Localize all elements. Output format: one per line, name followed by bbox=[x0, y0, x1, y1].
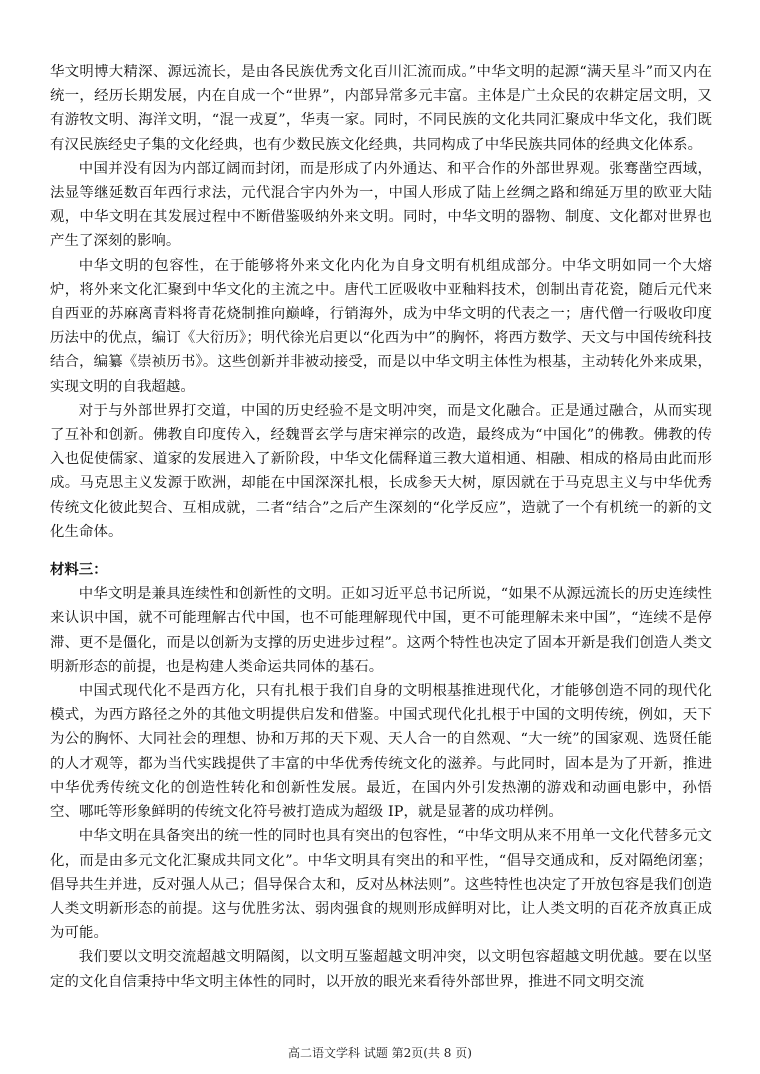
material-three-paragraph-4: 我们要以文明交流超越文明隔阂，以文明互鉴超越文明冲突，以文明包容超越文明优越。要在以坚定的文化自信秉持中华文明主体性的同时，以开放的眼光来看待外部世界，推进不同文明交流 bbox=[50, 949, 712, 990]
material-three-paragraph-3: 中华文明在具备突出的统一性的同时也具有突出的包容性，“中华文明从来不用单一文化代替多元文化，而是由多元文化汇聚成共同文化”。中华文明具有突出的和平性，“倡导交通成和，反对隔绝闭塞；倡导共生并进，反对强人从己；倡导保合太和，反对丛林法则”。这些特性也决定了开放包容是我们创造人类文明新形态的前提。这与优胜劣汰、弱肉强食的规则形成鲜明对比，让人类文明的百花齐放真正成为可能。 bbox=[50, 828, 712, 942]
material-two-paragraph-2: 中国并没有因为内部辽阔而封闭，而是形成了内外通达、和平合作的外部世界观。张骞凿空西域，法显等继延数百年西行求法，元代混合宇内外为一，中国人形成了陆上丝绸之路和绵延万里的欧亚大陆观，中华文明在其发展过程中不断借鉴吸纳外来文明。同时，中华文明的器物、制度、文化都对世界也产生了深刻的影响。 bbox=[50, 160, 712, 250]
material-three-heading: 材料三： bbox=[50, 562, 108, 579]
material-three-paragraph-1: 中华文明是兼具连续性和创新性的文明。正如习近平总书记所说，“如果不从源远流长的历史连续性来认识中国，就不可能理解古代中国，也不可能理解现代中国，更不可能理解未来中国”，“连续不是停滞、更不是僵化，而是以创新为支撑的历史进步过程”。这两个特性也决定了固本开新是我们创造人类文明新形态的前提，也是构建人类命运共同体的基石。 bbox=[50, 586, 712, 675]
page-footer: 高二语文学科 试题 第2页(共 8 页) bbox=[288, 1046, 472, 1060]
material-two-paragraph-1: 华文明博大精深、源远流长，是由各民族优秀文化百川汇流而成。”中华文明的起源“满天星斗”而又内在统一，经历长期发展，内在自成一个“世界”，内部异常多元丰富。主体是广土众民的农耕定居文明，又有游牧文明、海洋文明，“混一戎夏”，华夷一家。同时，不同民族的文化共同汇聚成中华文化，我们既有汉民族经史子集的文化经典，也有少数民族文化经典，共同构成了中华民族共同体的经典文化体系。 bbox=[50, 64, 712, 153]
material-two-paragraph-3: 中华文明的包容性，在于能够将外来文化内化为自身文明有机组成部分。中华文明如同一个大熔炉，将外来文化汇聚到中华文化的主流之中。唐代工匠吸收中亚釉料技术，创制出青花瓷，随后元代来自西亚的苏麻离青料将青花烧制推向巅峰，行销海外，成为中华文明的代表之一；唐代僧一行吸收印度历法中的优点，编订《大衍历》；明代徐光启更以“化西为中”的胸怀，将西方数学、天文与中国传统科技结合，编纂《崇祯历书》。这些创新并非被动接受，而是以中华文明主体性为根基，主动转化外来成果，实现文明的自我超越。 bbox=[50, 257, 712, 395]
material-three-paragraph-2: 中国式现代化不是西方化，只有扎根于我们自身的文明根基推进现代化，才能够创造不同的现代化模式，为西方路径之外的其他文明提供启发和借鉴。中国式现代化扎根于中国的文明传统，例如，天下为公的胸怀、大同社会的理想、协和万邦的天下观、天人合一的自然观、“大一统”的国家观、选贤任能的人才观等，都为当代实践提供了丰富的中华优秀传统文化的滋养。与此同时，固本是为了开新，推进中华优秀传统文化的创造性转化和创新性发展。最近，在国内外引发热潮的游戏和动画电影中，孙悟空、哪吒等形象鲜明的传统文化符号被打造成为超级 IP，就是显著的成功样例。 bbox=[50, 683, 712, 821]
page-content bbox=[50, 60, 712, 994]
material-two-paragraph-4: 对于与外部世界打交道，中国的历史经验不是文明冲突，而是文化融合。正是通过融合，从而实现了互补和创新。佛教自印度传入，经魏晋玄学与唐宋禅宗的改造，最终成为“中国化”的佛教。佛教的传入也促使儒家、道家的发展进入了新阶段，中华文化儒释道三教大道相通、相融、相成的格局由此而形成。马克思主义发源于欧洲，却能在中国深深扎根，长成参天大树，原因就在于马克思主义与中华优秀传统文化彼此契合、互相成就，二者“结合”之后产生深刻的“化学反应”，造就了一个有机统一的新的文化生命体。 bbox=[50, 402, 712, 540]
